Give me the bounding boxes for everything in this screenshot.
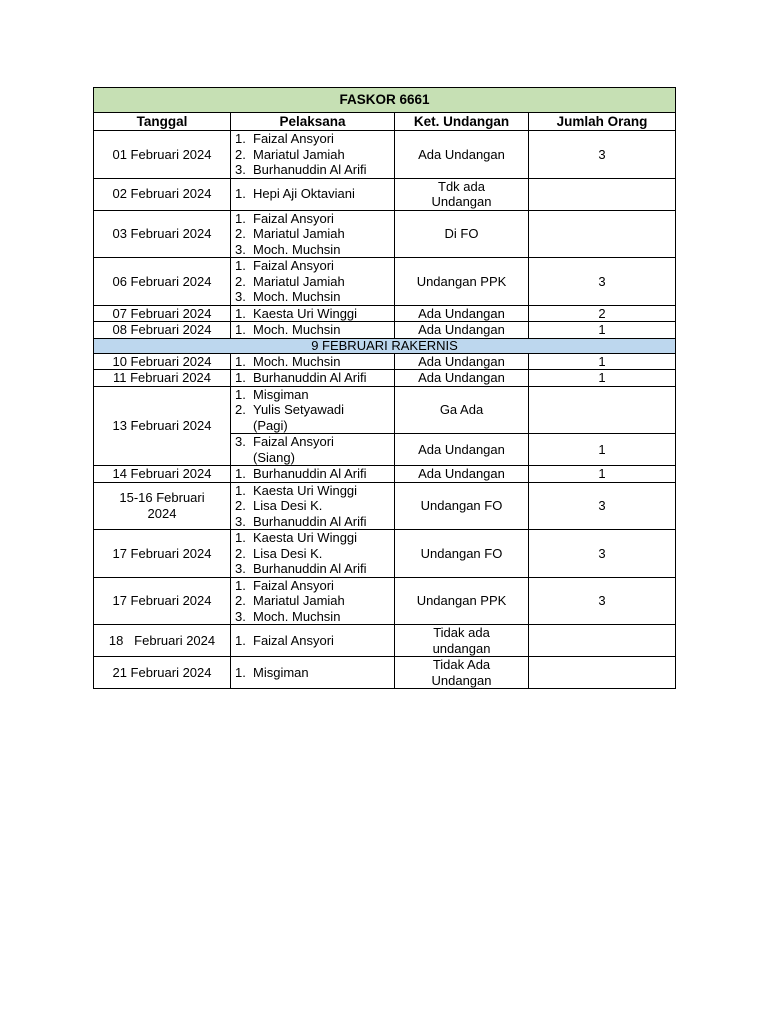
date-cell: 10 Februari 2024 [94,353,231,370]
ket-cell: Ada Undangan [395,370,529,387]
ket-cell: Ada Undangan [395,466,529,483]
jumlah-cell [529,657,676,689]
staff-cell: 1. Kaesta Uri Winggi 2. Lisa Desi K. 3. Burhanuddin Al Arifi [231,530,395,578]
jumlah-cell: 3 [529,258,676,306]
jumlah-cell: 1 [529,322,676,339]
staff-name: Burhanuddin Al Arifi [253,370,367,385]
ket-cell: Ga Ada [395,386,529,434]
staff-note: (Pagi) [253,417,288,433]
banner-row [94,338,676,353]
staff-cell: 1. Faizal Ansyori [231,625,395,657]
table-row [94,305,676,322]
ket-cell: Ada Undangan [395,353,529,370]
jumlah-cell [529,210,676,258]
table-row [94,530,676,578]
staff-name: Moch. Muchsin [253,289,341,304]
staff-name: Mariatul Jamiah [253,593,345,608]
staff-name: Mariatul Jamiah [253,226,345,241]
staff-cell: 1. Moch. Muchsin [231,353,395,370]
jumlah-cell [529,178,676,210]
staff-cell: 1. Faizal Ansyori 2. Mariatul Jamiah 3. Burhanuddin Al Arifi [231,131,395,179]
staff-name: Yulis Setyawadi [253,402,345,417]
staff-cell: 1. Faizal Ansyori 2. Mariatul Jamiah 3. Moch. Muchsin [231,210,395,258]
staff-cell: 3. Faizal Ansyori (Siang) [231,434,395,466]
jumlah-cell [529,386,676,434]
staff-name: Burhanuddin Al Arifi [253,162,367,177]
jumlah-cell: 3 [529,530,676,578]
table-title: FASKOR 6661 [94,88,676,113]
staff-name: Moch. Muchsin [253,608,341,624]
date-cell: 17 Februari 2024 [94,577,231,625]
jumlah-cell [529,625,676,657]
staff-cell: 1. Burhanuddin Al Arifi [231,466,395,483]
table-row [94,178,676,210]
staff-name: Faizal Ansyori [253,210,334,226]
ket-cell: Undangan FO [395,482,529,530]
table-row [94,577,676,625]
jumlah-cell: 1 [529,370,676,387]
staff-cell: 1. Misgiman 2. Yulis Setyawadi (Pagi) [231,386,395,434]
staff-name: Moch. Muchsin [253,322,341,337]
staff-name: Burhanuddin Al Arifi [253,513,367,529]
table-row [94,386,676,434]
date-cell: 11 Februari 2024 [94,370,231,387]
table-row [94,466,676,483]
date-cell: 15-16 Februari 2024 [94,482,231,530]
date-cell: 07 Februari 2024 [94,305,231,322]
staff-cell: 1. Faizal Ansyori 2. Mariatul Jamiah 3. Moch. Muchsin [231,258,395,306]
jumlah-cell: 1 [529,434,676,466]
ket-cell: Undangan PPK [395,258,529,306]
date-cell: 06 Februari 2024 [94,258,231,306]
staff-name: Lisa Desi K. [253,545,323,561]
ket-cell: Ada Undangan [395,434,529,466]
ket-cell: Ada Undangan [395,131,529,179]
ket-cell: Tidak Ada Undangan [395,657,529,689]
jumlah-cell: 3 [529,577,676,625]
staff-name: Faizal Ansyori [253,131,334,146]
jumlah-cell: 1 [529,353,676,370]
jumlah-cell: 3 [529,482,676,530]
date-cell: 13 Februari 2024 [94,386,231,466]
header-ket-undangan: Ket. Undangan [395,113,529,131]
table-row [94,657,676,689]
staff-cell: 1. Faizal Ansyori 2. Mariatul Jamiah 3. Moch. Muchsin [231,577,395,625]
table-row [94,210,676,258]
ket-cell: Ada Undangan [395,322,529,339]
staff-cell: 1. Moch. Muchsin [231,322,395,339]
header-row [94,113,676,131]
date-cell: 17 Februari 2024 [94,530,231,578]
staff-name: Faizal Ansyori [253,258,334,273]
table-row [94,322,676,339]
table-row [94,258,676,306]
header-tanggal: Tanggal [94,113,231,131]
ket-cell: Undangan FO [395,530,529,578]
date-cell: 02 Februari 2024 [94,178,231,210]
title-row [94,88,676,113]
ket-cell: Di FO [395,210,529,258]
date-cell: 14 Februari 2024 [94,466,231,483]
jumlah-cell: 2 [529,305,676,322]
staff-name: Lisa Desi K. [253,498,323,513]
ket-cell: Tidak ada undangan [395,625,529,657]
staff-cell: 1. Misgiman [231,657,395,689]
staff-name: Faizal Ansyori [253,434,334,449]
jumlah-cell: 3 [529,131,676,179]
date-cell: 01 Februari 2024 [94,131,231,179]
staff-name: Misgiman [253,386,309,402]
staff-name: Mariatul Jamiah [253,273,345,289]
staff-name: Kaesta Uri Winggi [253,305,358,321]
staff-cell: 1. Burhanuddin Al Arifi [231,370,395,387]
date-cell: 03 Februari 2024 [94,210,231,258]
staff-name: Mariatul Jamiah [253,146,345,162]
staff-name: Moch. Muchsin [253,353,341,369]
table-row [94,482,676,530]
staff-cell: 1. Hepi Aji Oktaviani [231,178,395,210]
staff-note: (Siang) [253,449,295,465]
table-row [94,625,676,657]
staff-cell: 1. Kaesta Uri Winggi 2. Lisa Desi K. 3. Burhanuddin Al Arifi [231,482,395,530]
staff-name: Misgiman [253,664,309,680]
staff-name: Faizal Ansyori [253,632,334,648]
jumlah-cell: 1 [529,466,676,483]
rakernis-banner: 9 FEBRUARI RAKERNIS [94,338,676,353]
staff-name: Kaesta Uri Winggi [253,482,358,498]
date-cell: 18 Februari 2024 [94,625,231,657]
staff-cell: 1. Kaesta Uri Winggi [231,305,395,322]
table-row [94,353,676,370]
staff-name: Moch. Muchsin [253,241,341,257]
date-cell: 21 Februari 2024 [94,657,231,689]
ket-cell: Ada Undangan [395,305,529,322]
staff-name: Burhanuddin Al Arifi [253,466,367,481]
staff-name: Kaesta Uri Winggi [253,530,358,545]
date-cell: 08 Februari 2024 [94,322,231,339]
staff-name: Faizal Ansyori [253,577,334,593]
staff-name: Hepi Aji Oktaviani [253,186,355,202]
table-row [94,370,676,387]
staff-name: Burhanuddin Al Arifi [253,561,367,576]
ket-cell: Undangan PPK [395,577,529,625]
table-row [94,131,676,179]
header-jumlah-orang: Jumlah Orang [529,113,676,131]
header-pelaksana: Pelaksana [231,113,395,131]
faskor-table [93,87,676,689]
ket-cell: Tdk ada Undangan [395,178,529,210]
